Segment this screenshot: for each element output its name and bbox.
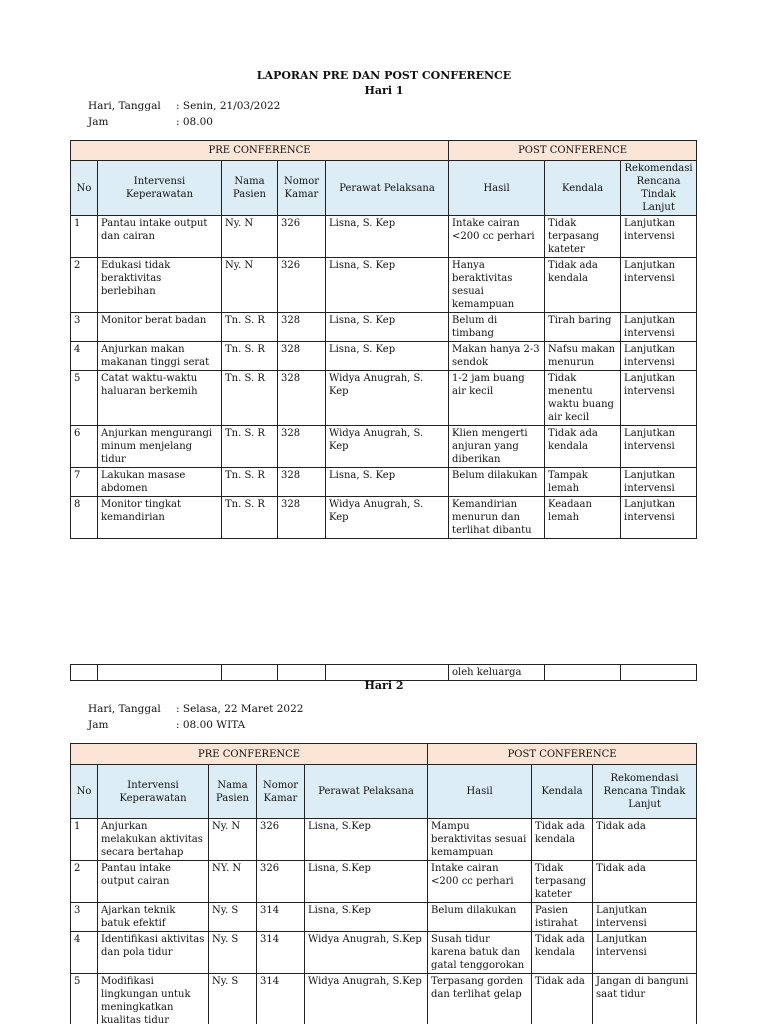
table-cell: Tidak ada kendala [532,932,593,974]
col-header-nama-pasien: Nama Pasien [222,161,278,216]
table-cell: Susah tidur karena batuk dan gatal tenggorokan [428,932,532,974]
table-cell: Identifikasi aktivitas dan pola tidur [98,932,209,974]
table-row [71,258,697,313]
table-cell: 5 [71,371,98,426]
table-cell: Tampak lemah [545,468,621,497]
table-row [71,974,697,1024]
table-cell: 4 [71,342,98,371]
day2-subtitle: Hari 2 [364,679,404,692]
table-cell: Intake cairan <200 cc perhari [428,861,532,903]
table-cell: Lanjutkan intervensi [621,313,697,342]
table-cell: Intake cairan <200 cc perhari [449,216,545,258]
table-cell: Edukasi tidak beraktivitas berlebihan [98,258,222,313]
table-cell: 326 [257,819,305,861]
table-cell: 328 [278,468,326,497]
table-cell: 5 [71,974,98,1024]
table-row [71,861,697,903]
table-cell: Ny. S [209,932,257,974]
table-cell: Ny. N [222,258,278,313]
day1-date-label: Hari, Tanggal [88,100,161,112]
table-row [71,342,697,371]
table-row [71,903,697,932]
table-row [71,426,697,468]
table-cell: 3 [71,903,98,932]
table-cell: 326 [278,216,326,258]
table-cell: Monitor berat badan [98,313,222,342]
table-cell: Tidak ada kendala [532,819,593,861]
pre-conference-header: PRE CONFERENCE [71,744,428,765]
table-cell: Lisna, S. Kep [326,342,449,371]
table-cell: Tidak terpasang kateter [532,861,593,903]
col-header-nama-pasien: Nama Pasien [209,765,257,819]
day2-date-value: : Selasa, 22 Maret 2022 [176,703,304,715]
table-cell: Tidak ada [532,974,593,1024]
table-row [71,313,697,342]
day2-meta [88,703,388,735]
table-cell: Klien mengerti anjuran yang diberikan [449,426,545,468]
table-cell: 314 [257,974,305,1024]
table-row [71,371,697,426]
col-header-nomor-kamar: Nomor Kamar [257,765,305,819]
col-header-perawat: Perawat Pelaksana [305,765,428,819]
table-cell: Ny. N [222,216,278,258]
table-cell: Lanjutkan intervensi [621,426,697,468]
table-cell: Monitor tingkat kemandirian [98,497,222,539]
post-conference-header: POST CONFERENCE [428,744,697,765]
table-cell: 4 [71,932,98,974]
table-cell: 1-2 jam buang air kecil [449,371,545,426]
day1-time-label: Jam [88,116,109,128]
table-cell: Tn. S. R [222,313,278,342]
col-header-no: No [71,765,98,819]
table-cell: Lanjutkan intervensi [621,371,697,426]
table-cell: Anjurkan melakukan aktivitas secara bertahap [98,819,209,861]
table-cell: Lanjutkan intervensi [621,497,697,539]
table-row [71,497,697,539]
report-title: LAPORAN PRE DAN POST CONFERENCE [256,69,512,82]
table-cell: Terpasang gorden dan terlihat gelap [428,974,532,1024]
table-cell: Lanjutkan intervensi [593,903,697,932]
table-cell: Ajarkan teknik batuk efektif [98,903,209,932]
day2-time-value: : 08.00 WITA [176,719,246,731]
col-header-kendala: Kendala [545,161,621,216]
table-cell: Kemandirian menurun dan terlihat dibantu [449,497,545,539]
table-cell: 3 [71,313,98,342]
table-cell: Tn. S. R [222,371,278,426]
table-cell: 326 [278,258,326,313]
table-cell: 2 [71,861,98,903]
table-cell: Anjurkan mengurangi minum menjelang tidur [98,426,222,468]
day1-meta [88,100,388,132]
pre-conference-header: PRE CONFERENCE [71,141,449,161]
col-header-perawat: Perawat Pelaksana [326,161,449,216]
table-cell: 314 [257,932,305,974]
table-cell: Lisna, S.Kep [305,903,428,932]
table-cell: Ny. N [209,819,257,861]
day1-subtitle: Hari 1 [364,84,404,97]
table-cell: Widya Anugrah, S. Kep [326,371,449,426]
col-header-hasil: Hasil [449,161,545,216]
table-cell: Tidak ada [593,861,697,903]
table-cell: Lanjutkan intervensi [621,342,697,371]
col-header-intervensi: Intervensi Keperawatan [98,765,209,819]
post-conference-header: POST CONFERENCE [449,141,697,161]
table-cell: Tirah baring [545,313,621,342]
table-cell: Tidak ada kendala [545,426,621,468]
table-cell: Widya Anugrah, S.Kep [305,974,428,1024]
table-cell: 314 [257,903,305,932]
table-cell: Tidak terpasang kateter [545,216,621,258]
col-header-intervensi: Intervensi Keperawatan [98,161,222,216]
table-cell: Pantau intake output dan cairan [98,216,222,258]
table-cell: Lisna, S.Kep [305,819,428,861]
col-header-rekomendasi: Rekomendasi Rencana Tindak Lanjut [593,765,697,819]
table-cell: 328 [278,426,326,468]
table-cell: Hanya beraktivitas sesuai kemampuan [449,258,545,313]
table-cell: Lisna, S. Kep [326,468,449,497]
col-header-nomor-kamar: Nomor Kamar [278,161,326,216]
table-cell: Widya Anugrah, S.Kep [305,932,428,974]
table-row [71,216,697,258]
table-cell: Belum dilakukan [449,468,545,497]
table-cell: 1 [71,819,98,861]
day2-date-label: Hari, Tanggal [88,703,161,715]
table-cell: Nafsu makan menurun [545,342,621,371]
table-cell: Pasien istirahat [532,903,593,932]
day1-conference-table [70,140,697,539]
table-cell: Catat waktu-waktu haluaran berkemih [98,371,222,426]
table-cell: Widya Anugrah, S. Kep [326,426,449,468]
table-cell: 7 [71,468,98,497]
table-cell: Tidak ada kendala [545,258,621,313]
table-cell: 328 [278,342,326,371]
table-cell: Jangan di banguni saat tidur [593,974,697,1024]
table-cell: 328 [278,313,326,342]
table-cell: Lanjutkan intervensi [621,216,697,258]
table-cell: 6 [71,426,98,468]
table-cell: 328 [278,371,326,426]
table-cell: Lisna, S.Kep [305,861,428,903]
day2-conference-table [70,743,697,1024]
table-cell: Lisna, S. Kep [326,216,449,258]
table-cell: 328 [278,497,326,539]
table-cell: 2 [71,258,98,313]
table-cell: 1 [71,216,98,258]
table-cell: Tn. S. R [222,426,278,468]
day1-date-value: : Senin, 21/03/2022 [176,100,281,112]
table-cell: Tn. S. R [222,468,278,497]
table-cell: Lanjutkan intervensi [621,468,697,497]
col-header-kendala: Kendala [532,765,593,819]
table-cell: Pantau intake output cairan [98,861,209,903]
table-cell: Lanjutkan intervensi [621,258,697,313]
table-cell: Modifikasi lingkungan untuk meningkatkan kualitas tidur [98,974,209,1024]
table-cell: 8 [71,497,98,539]
table-cell: Tn. S. R [222,342,278,371]
table-cell: NY. N [209,861,257,903]
table-row [71,468,697,497]
table-cell: Tn. S. R [222,497,278,539]
col-header-hasil: Hasil [428,765,532,819]
table-row [71,819,697,861]
table-cell: 326 [257,861,305,903]
table-cell: Tidak menentu waktu buang air kecil [545,371,621,426]
table-cell: Mampu beraktivitas sesuai kemampuan [428,819,532,861]
day1-time-value: : 08.00 [176,116,213,128]
table-cell: Ny. S [209,903,257,932]
table-cell: Widya Anugrah, S. Kep [326,497,449,539]
table-row [71,932,697,974]
continuation-cell-hasil: oleh keluarga [449,665,545,681]
table-cell: Lanjutkan intervensi [593,932,697,974]
table-cell: Tidak ada [593,819,697,861]
table-cell: Makan hanya 2-3 sendok [449,342,545,371]
table-cell: Lisna, S. Kep [326,313,449,342]
table-cell: Belum di timbang [449,313,545,342]
table-cell: Belum dilakukan [428,903,532,932]
table-cell: Ny. S [209,974,257,1024]
table-cell: Anjurkan makan makanan tinggi serat [98,342,222,371]
day2-time-label: Jam [88,719,109,731]
table-cell: Keadaan lemah [545,497,621,539]
col-header-no: No [71,161,98,216]
table-cell: Lakukan masase abdomen [98,468,222,497]
table-cell: Lisna, S. Kep [326,258,449,313]
col-header-rekomendasi: Rekomendasi Rencana Tindak Lanjut [621,161,697,216]
